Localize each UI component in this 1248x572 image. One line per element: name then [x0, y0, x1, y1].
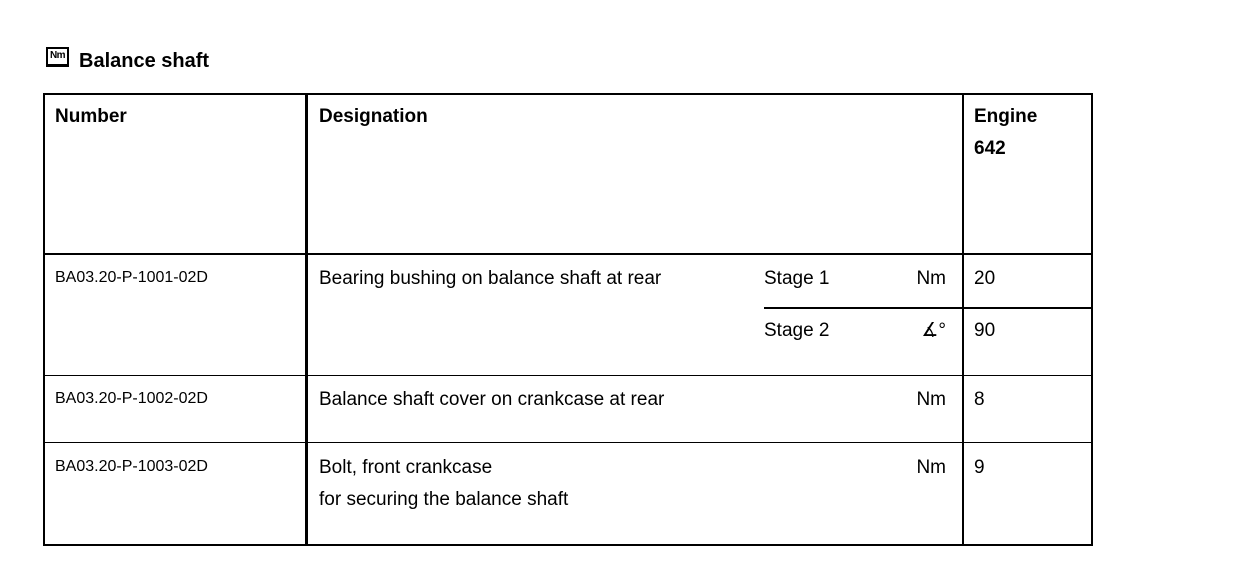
- row3-unit: Nm: [916, 457, 946, 478]
- row1-designation: Bearing bushing on balance shaft at rear: [319, 268, 662, 289]
- column-divider-number: [305, 95, 308, 544]
- row1-stage1-label: Stage 1: [764, 268, 830, 289]
- header-engine-number: 642: [974, 138, 1006, 159]
- row1-number: BA03.20-P-1001-02D: [55, 269, 208, 286]
- row-divider-1: [45, 375, 1091, 376]
- row-divider-2: [45, 442, 1091, 443]
- row1-stage2-label: Stage 2: [764, 320, 830, 341]
- row2-value: 8: [974, 389, 985, 410]
- row3-designation-line1: Bolt, front crankcase: [319, 457, 493, 478]
- row3-number: BA03.20-P-1003-02D: [55, 458, 208, 475]
- section-title-text: Balance shaft: [79, 50, 210, 72]
- row2-designation: Balance shaft cover on crankcase at rear: [319, 389, 665, 410]
- column-divider-engine: [962, 95, 964, 544]
- torque-table: [43, 93, 1093, 546]
- header-divider: [45, 253, 1091, 255]
- header-designation: Designation: [319, 106, 428, 127]
- header-number: Number: [55, 106, 127, 127]
- row3-designation-line2: for securing the balance shaft: [319, 489, 569, 510]
- row2-unit: Nm: [916, 389, 946, 410]
- row1-stage1-unit: Nm: [916, 268, 946, 289]
- header-engine: Engine: [974, 106, 1038, 127]
- section-title: [46, 47, 210, 72]
- row1-stage1-value: 20: [974, 268, 996, 289]
- row3-value: 9: [974, 457, 985, 478]
- angle-degree-icon: ∡°: [921, 320, 946, 341]
- row1-stage2-value: 90: [974, 320, 996, 341]
- torque-nm-icon: Nm: [46, 47, 69, 67]
- row2-number: BA03.20-P-1002-02D: [55, 390, 208, 407]
- stage-divider: [764, 307, 1091, 309]
